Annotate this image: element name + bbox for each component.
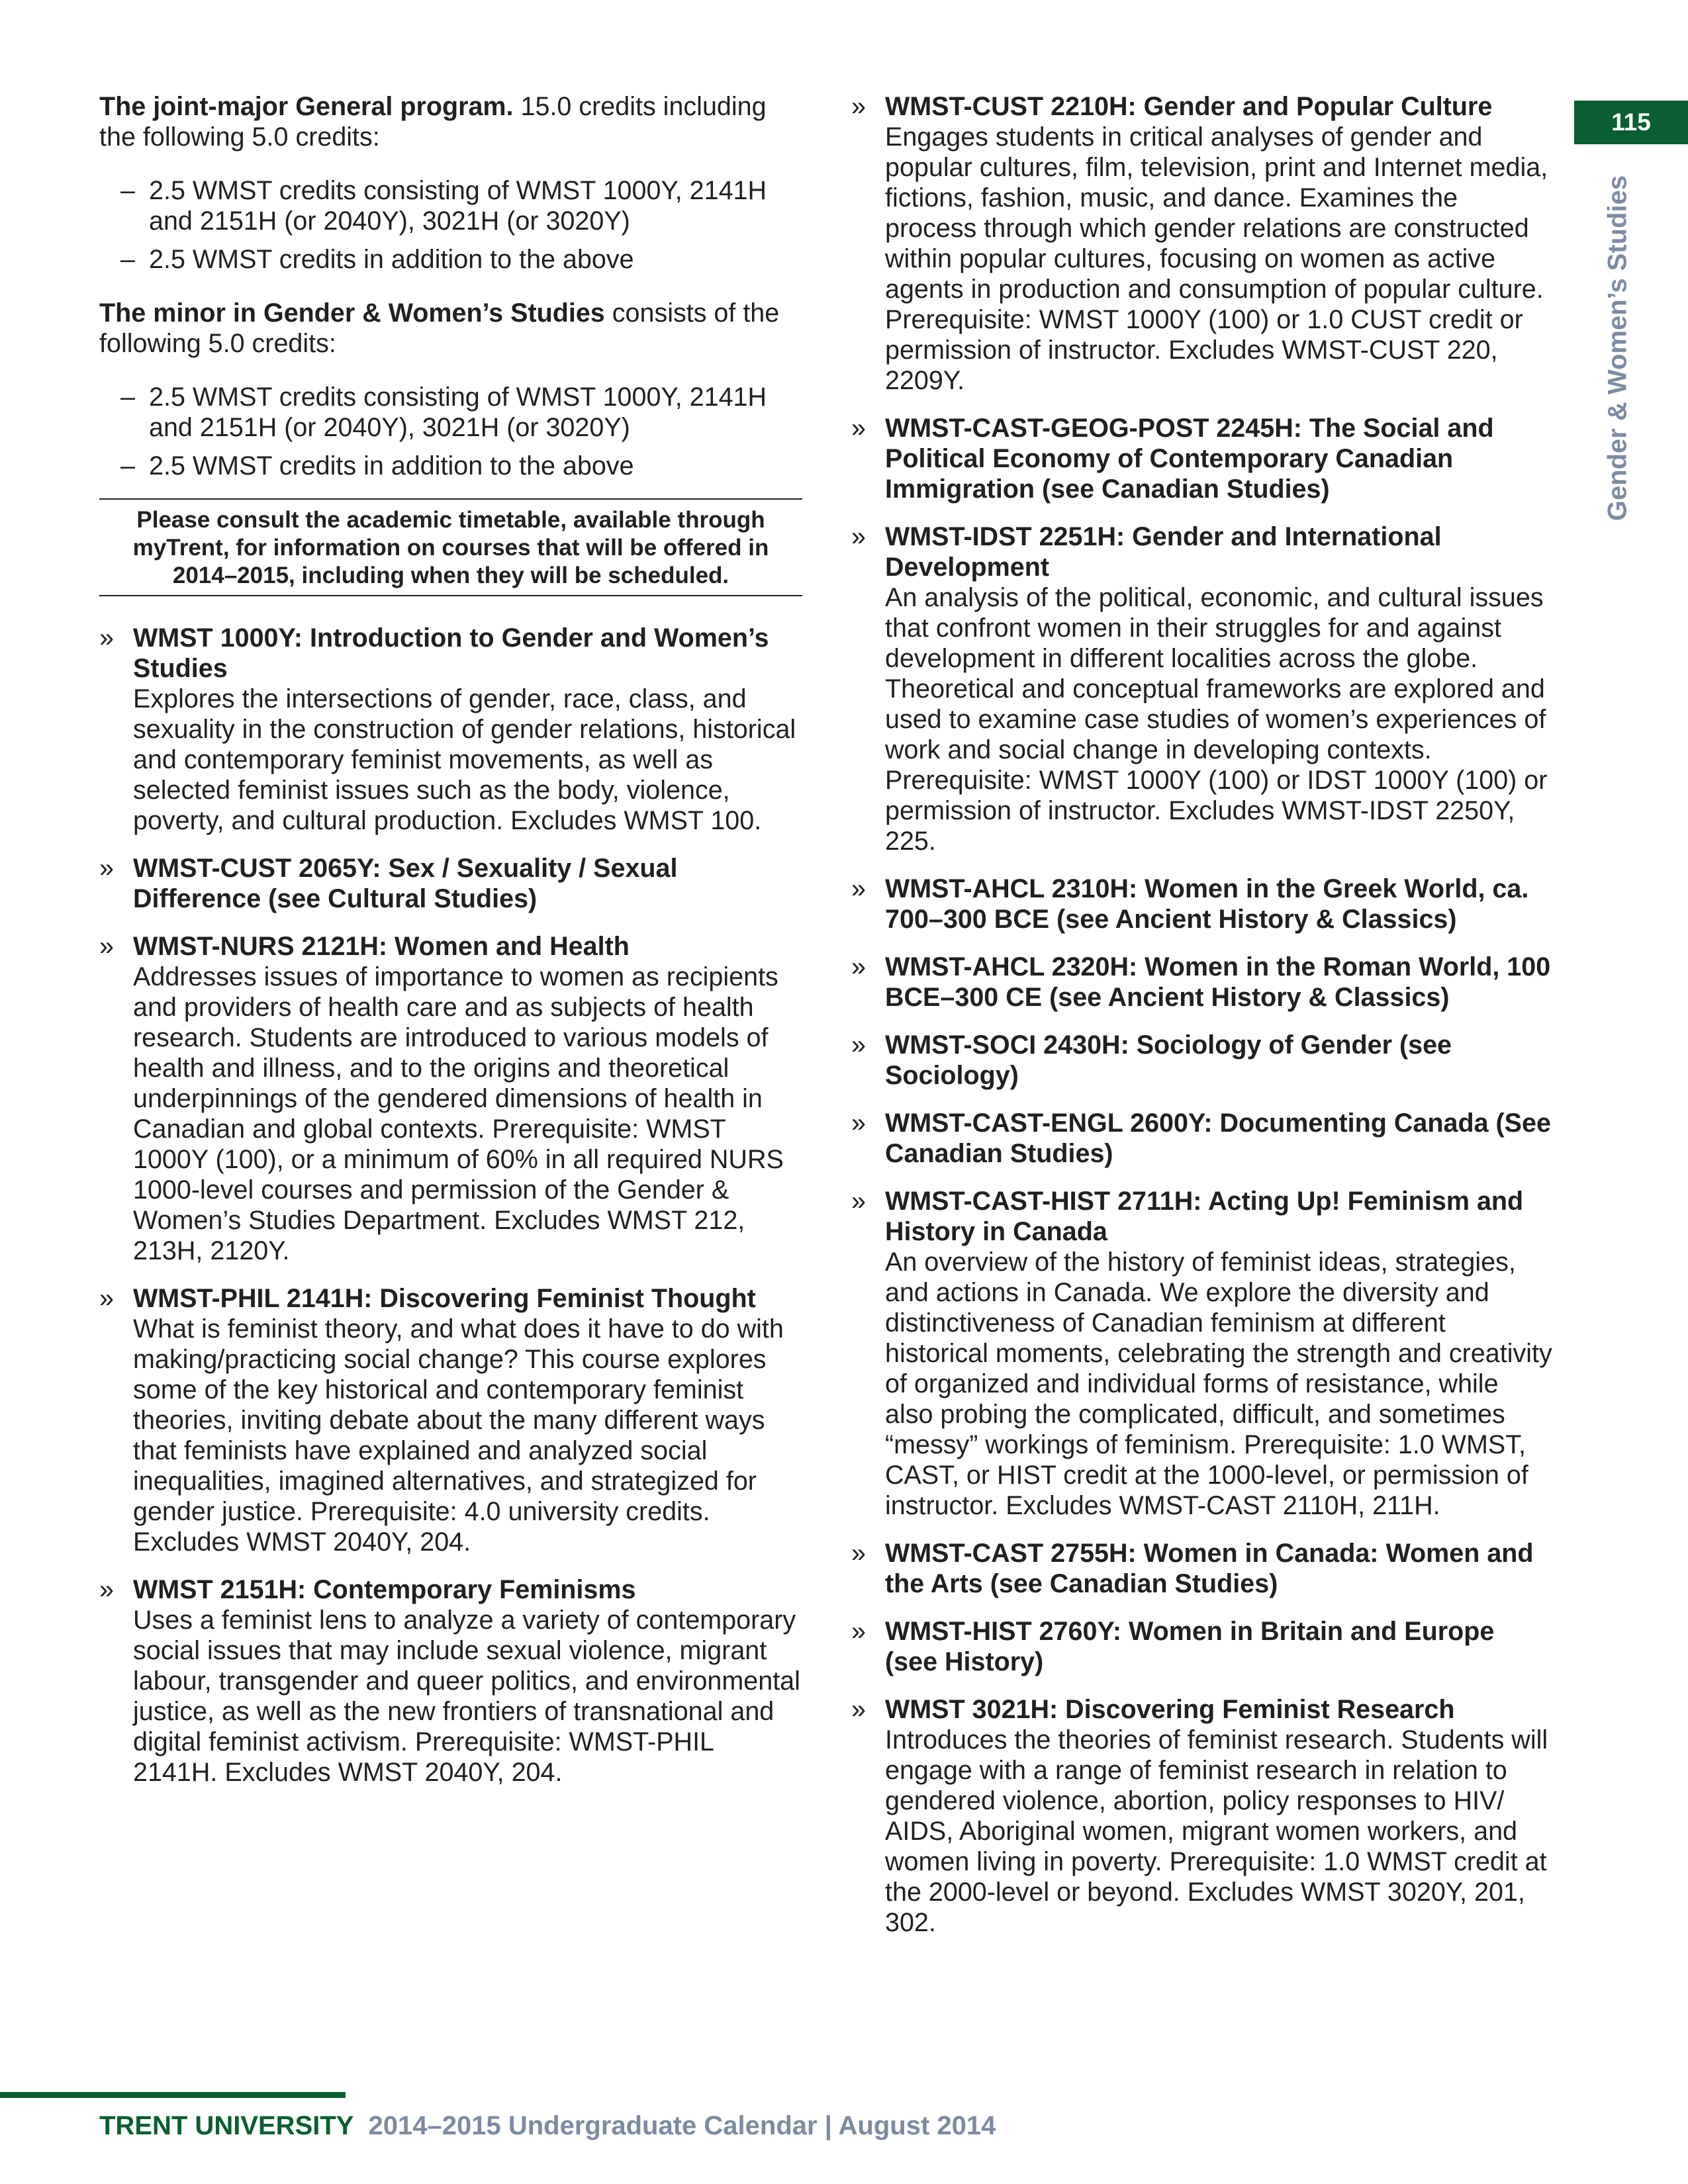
course-title: WMST-CAST-ENGL 2600Y: Documenting Canada (See Canadian Studies) [885,1109,1551,1168]
double-chevron-right-icon: » [851,952,866,981]
minor-heading: The minor in Gender & Women’s Studies [99,298,605,328]
course-entry [851,1694,1553,1938]
course-description: Addresses issues of importance to women as recipients and providers of health care and as subjects of health research. Students are introduced to various models of health and illness, and to the origins and theoretical underpinnings of the gendered dimensions of health in Canadian and global contexts. Prerequisite: WMST 1000Y (100), or a minimum of 60% in all required NURS 1000-level courses and permission of the Gender & Women’s Studies Department. Excludes WMST 212, 213H, 2120Y. [133,962,784,1265]
course-title: WMST-CAST 2755H: Women in Canada: Women and the Arts (see Canadian Studies) [885,1539,1534,1598]
left-column [99,91,802,1805]
double-chevron-right-icon: » [851,1187,866,1216]
double-chevron-right-icon: » [851,1539,866,1568]
double-chevron-right-icon: » [851,522,866,551]
course-description: Uses a feminist lens to analyze a variety of contemporary social issues that may include sexual violence, migrant labour, transgender and queer politics, and environmental justice, as well as the new frontiers of transnational and digital feminist activism. Prerequisite: WMST-PHIL 2141H. Excludes WMST 2040Y, 204. [133,1606,800,1787]
double-chevron-right-icon: » [851,1030,866,1060]
joint-major-heading: The joint-major General program. [99,92,514,121]
course-entry [851,1186,1553,1521]
page-footer [99,2110,996,2142]
course-description: Explores the intersections of gender, race, class, and sexuality in the construction of gender relations, historical and contemporary feminist movements, as well as selected feminist issues such as the body, violence, poverty, and cultural production. Excludes WMST 100. [133,684,796,835]
course-description: An analysis of the political, economic, and cultural issues that confront women in their struggles for and against development in different localities across the globe. Theoretical and conceptual frameworks are explored and used to examine case studies of women’s experiences of work and social change in developing contexts. Prerequisite: WMST 1000Y (100) or IDST 1000Y (100) or permission of instructor. Excludes WMST-IDST 2250Y, 225. [885,583,1548,856]
list-item-text: 2.5 WMST credits consisting of WMST 1000Y, 2141H and 2151H (or 2040Y), 3021H (or 3020Y) [149,383,767,442]
joint-major-requirements [99,175,802,275]
footer-divider [0,2092,346,2098]
course-entry [851,1616,1553,1677]
minor-paragraph [99,298,802,359]
course-title: WMST-CUST 2065Y: Sex / Sexuality / Sexual Difference (see Cultural Studies) [133,854,678,913]
course-description: An overview of the history of feminist ideas, strategies, and actions in Canada. We explore the diversity and distinctiveness of Canadian feminism at different historical moments, celebrating the strength and creativity of organized and individual forms of resistance, while also probing the complicated, difficult, and sometimes “messy” workings of feminism. Prerequisite: 1.0 WMST, CAST, or HIST credit at the 1000-level, or permission of instructor. Excludes WMST-CAST 2110H, 211H. [885,1248,1552,1520]
course-entry [99,931,802,1266]
course-title: WMST-SOCI 2430H: Sociology of Gender (see Sociology) [885,1030,1452,1090]
double-chevron-right-icon: » [99,1284,114,1313]
minor-text: consists of the following 5.0 credits: [99,298,780,358]
course-entry [851,522,1553,856]
double-chevron-right-icon: » [851,874,866,903]
course-entry [99,853,802,914]
course-title: WMST-PHIL 2141H: Discovering Feminist Thought [133,1284,756,1313]
double-chevron-right-icon: » [99,932,114,961]
list-item [99,244,802,275]
double-chevron-right-icon: » [99,1575,114,1604]
course-entry [99,1283,802,1557]
list-item [99,382,802,443]
double-chevron-right-icon: » [851,92,866,121]
dash-icon: – [120,245,135,274]
course-title: WMST-AHCL 2310H: Women in the Greek World, ca. 700–300 BCE (see Ancient History & Classics) [885,874,1529,934]
course-description: Introduces the theories of feminist research. Students will engage with a range of feminist research in relation to gendered violence, abortion, policy responses to HIV/ AIDS, Aboriginal women, migrant women workers, and women living in poverty. Prerequisite: 1.0 WMST credit at the 2000-level or beyond. Excludes WMST 3020Y, 201, 302. [885,1725,1548,1937]
course-description: What is feminist theory, and what does it have to do with making/practicing social change? This course explores some of the key historical and contemporary feminist theories, inviting debate about the many different ways that feminists have explained and analyzed social inequalities, imagined alternatives, and strategized for gender justice. Prerequisite: 4.0 university credits. Excludes WMST 2040Y, 204. [133,1314,784,1557]
course-title: WMST-CAST-GEOG-POST 2245H: The Social and Political Economy of Contemporary Canadian Immigration (see Canadian Studies) [885,414,1494,504]
dash-icon: – [120,176,135,205]
joint-major-paragraph [99,91,802,152]
list-item-text: 2.5 WMST credits in addition to the above [149,245,634,274]
course-entry [99,623,802,836]
list-item-text: 2.5 WMST credits consisting of WMST 1000Y, 2141H and 2151H (or 2040Y), 3021H (or 3020Y) [149,176,767,236]
course-entry [851,874,1553,934]
section-side-title [1591,169,1644,527]
course-title: WMST 3021H: Discovering Feminist Research [885,1695,1455,1724]
double-chevron-right-icon: » [851,1109,866,1138]
page-number: 115 [1574,101,1688,144]
double-chevron-right-icon: » [851,414,866,443]
course-entry [851,1030,1553,1091]
course-entry [851,952,1553,1013]
double-chevron-right-icon: » [851,1617,866,1646]
joint-major-text: 15.0 credits including the following 5.0 credits: [99,92,767,152]
course-title: WMST 2151H: Contemporary Feminisms [133,1575,636,1604]
course-title: WMST 1000Y: Introduction to Gender and Women’s Studies [133,623,769,683]
course-description: Engages students in critical analyses of gender and popular cultures, film, television, print and Internet media, fictions, fashion, music, and dance. Examines the process through which gender relations are constructed within popular cultures, focusing on women as active agents in production and consumption of popular culture. Prerequisite: WMST 1000Y (100) or 1.0 CUST credit or permission of instructor. Excludes WMST-CUST 220, 2209Y. [885,122,1548,395]
course-title: WMST-IDST 2251H: Gender and International Development [885,522,1442,582]
section-title-text: Gender & Women’s Studies [1603,175,1632,522]
list-item [99,175,802,236]
list-item-text: 2.5 WMST credits in addition to the above [149,451,634,480]
course-entry [851,1108,1553,1169]
course-entry [851,413,1553,504]
course-title: WMST-HIST 2760Y: Women in Britain and Europe (see History) [885,1617,1495,1676]
minor-requirements [99,382,802,481]
course-title: WMST-AHCL 2320H: Women in the Roman World, 100 BCE–300 CE (see Ancient History & Classics) [885,952,1551,1012]
course-entry [851,1538,1553,1599]
right-column [851,91,1553,1955]
footer-subtitle: 2014–2015 Undergraduate Calendar | August 2014 [368,2111,996,2140]
double-chevron-right-icon: » [99,854,114,883]
course-entry [851,91,1553,396]
course-title: WMST-CAST-HIST 2711H: Acting Up! Feminism and History in Canada [885,1187,1524,1246]
course-title: WMST-NURS 2121H: Women and Health [133,932,630,961]
dash-icon: – [120,451,135,480]
double-chevron-right-icon: » [851,1695,866,1724]
timetable-notice: Please consult the academic timetable, available through myTrent, for information on courses that will be offered in 2014–2015, including when they will be scheduled. [99,498,802,596]
dash-icon: – [120,383,135,412]
course-entry [99,1574,802,1788]
double-chevron-right-icon: » [99,623,114,653]
list-item [99,451,802,481]
footer-institution: TRENT UNIVERSITY [99,2111,354,2140]
course-title: WMST-CUST 2210H: Gender and Popular Culture [885,92,1493,121]
